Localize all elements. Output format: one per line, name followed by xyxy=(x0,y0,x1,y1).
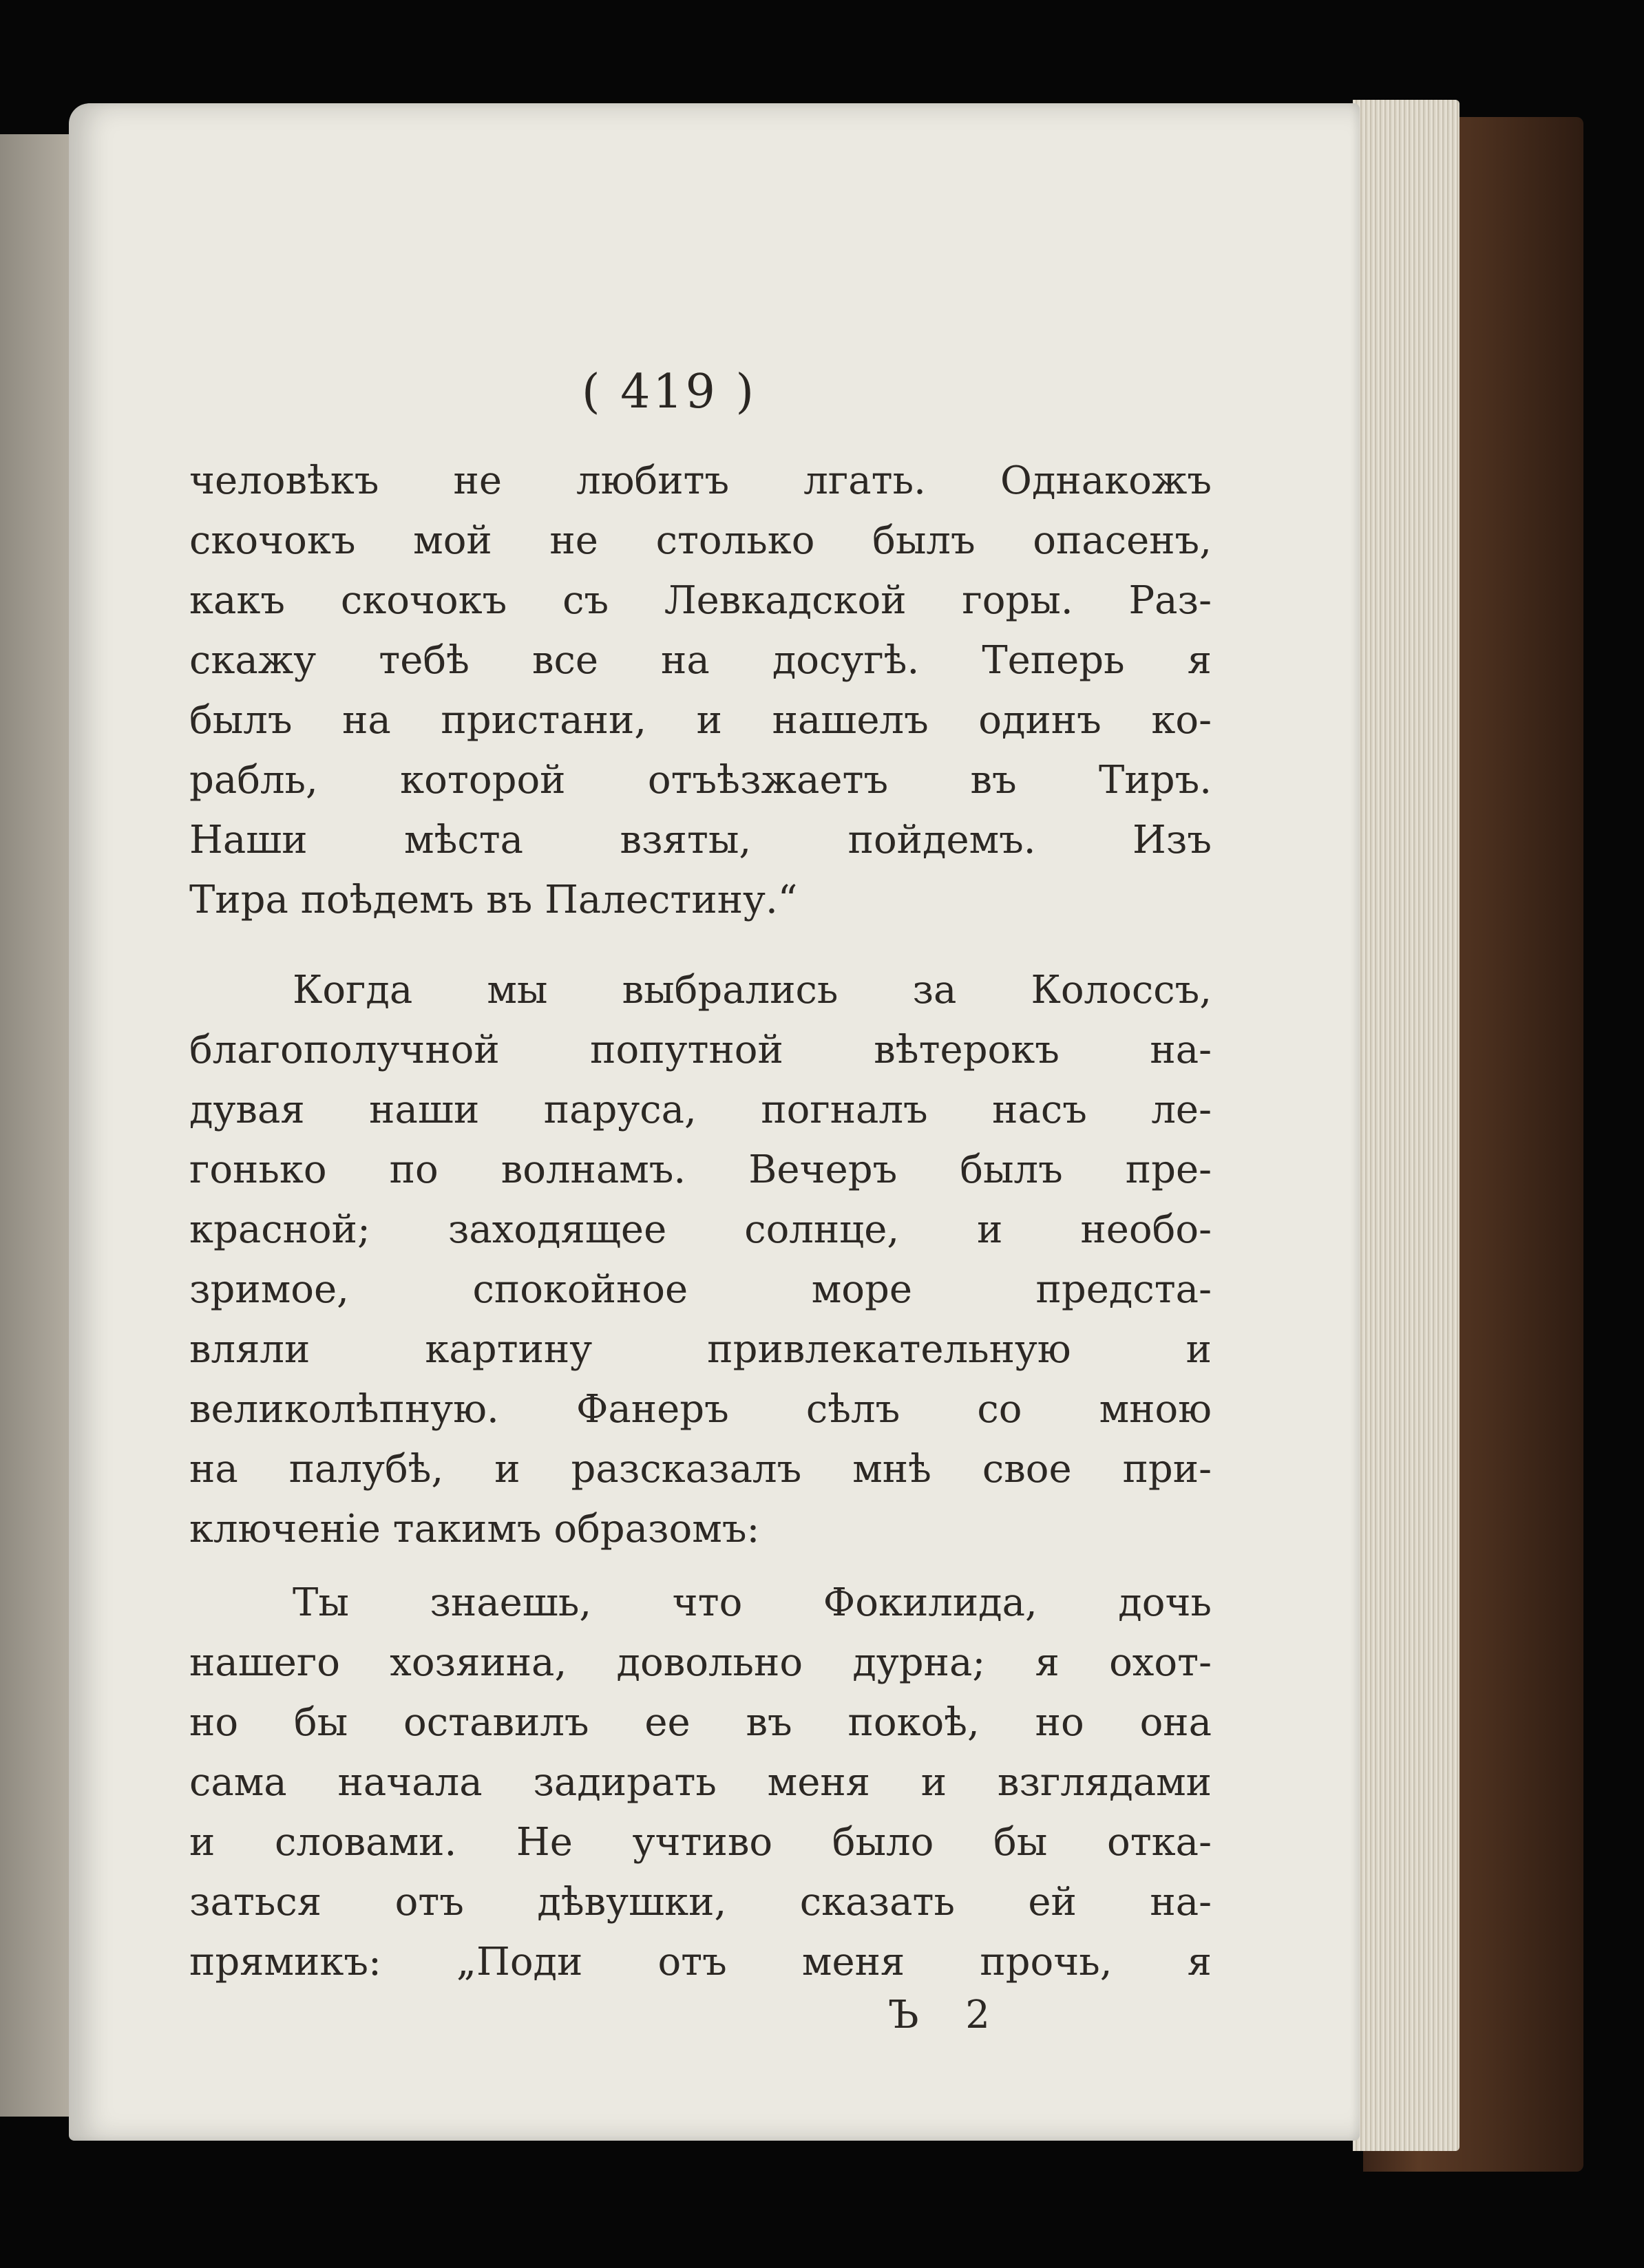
text-line: человѣкъ не любитъ лгать. Однакожъ xyxy=(189,458,1212,503)
text-line: благополучной попутной вѣтерокъ на- xyxy=(189,1028,1212,1072)
text-line: сама начала задирать меня и взглядами xyxy=(189,1760,1212,1805)
signature-mark: Ъ 2 xyxy=(888,1993,990,2037)
page-edges xyxy=(1353,100,1459,2151)
text-line: скажу тебѣ все на досугѣ. Теперь я xyxy=(189,638,1212,683)
text-line: Когда мы выбрались за Колоссъ, xyxy=(293,968,1212,1013)
text-line: на палубѣ, и разсказалъ мнѣ свое при- xyxy=(189,1447,1212,1492)
paragraph-3 xyxy=(189,1573,1212,1992)
text-line: и словами. Не учтиво было бы отка- xyxy=(189,1820,1212,1865)
text-line: Тира поѣдемъ въ Палестину.“ xyxy=(189,878,798,922)
text-line: былъ на пристани, и нашелъ одинъ ко- xyxy=(189,698,1212,743)
paragraph-2 xyxy=(189,960,1212,1559)
text-line: вляли картину привлекательную и xyxy=(189,1327,1212,1372)
page-number: ( 419 ) xyxy=(582,365,757,419)
text-line: ключеніе такимъ образомъ: xyxy=(189,1507,760,1551)
text-line: но бы оставилъ ее въ покоѣ, но она xyxy=(189,1700,1212,1745)
text-line: нашего хозяина, довольно дурна; я охот- xyxy=(189,1640,1212,1685)
text-line: Наши мѣста взяты, пойдемъ. Изъ xyxy=(189,818,1212,862)
facing-page xyxy=(0,134,72,2117)
text-line: гонько по волнамъ. Вечеръ былъ пре- xyxy=(189,1147,1212,1192)
text-line: Ты знаешь, что Фокилида, дочь xyxy=(293,1580,1212,1625)
book-page xyxy=(69,103,1360,2141)
text-line: великолѣпную. Фанеръ сѣлъ со мною xyxy=(189,1387,1212,1432)
text-line: скочокъ мой не столько былъ опасенъ, xyxy=(189,518,1212,563)
paragraph-1 xyxy=(189,451,1212,930)
text-line: заться отъ дѣвушки, сказать ей на- xyxy=(189,1880,1212,1925)
text-line: какъ скочокъ съ Левкадской горы. Раз- xyxy=(189,578,1212,623)
text-line: рабль, которой отъѣзжаетъ въ Тиръ. xyxy=(189,758,1212,803)
text-line: дувая наши паруса, погналъ насъ ле- xyxy=(189,1088,1212,1132)
text-line: прямикъ: „Поди отъ меня прочь, я xyxy=(189,1940,1212,1984)
text-line: красной; заходящее солнце, и необо- xyxy=(189,1207,1212,1252)
text-line: зримое, спокойное море предста- xyxy=(189,1267,1212,1312)
